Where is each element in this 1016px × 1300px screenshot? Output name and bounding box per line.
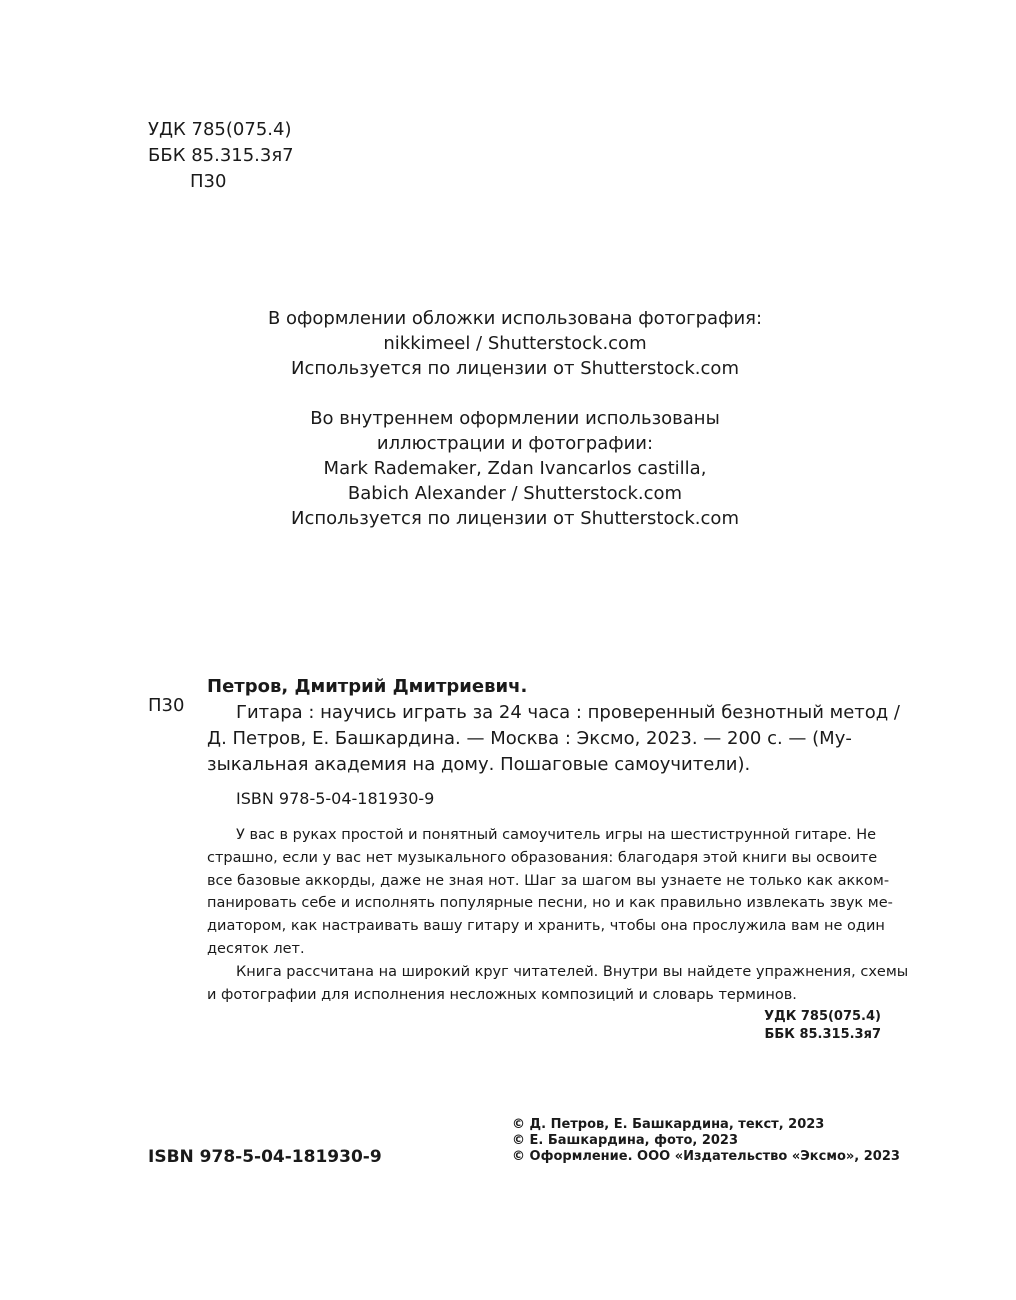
author-mark: П30: [190, 171, 227, 192]
classification-codes-top: [148, 117, 294, 195]
credit-line: иллюстрации и фотографии:: [376, 433, 654, 454]
annotation-line: диатором, как настраивать вашу гитару и хранить, чтобы она прослужила вам не один: [207, 918, 885, 935]
record-author: Петров, Дмитрий Дмитриевич.: [207, 676, 528, 697]
credit-line: nikkimeel / Shutterstock.com: [383, 333, 647, 354]
credit-line: Используется по лицензии от Shutterstock.com: [291, 358, 739, 379]
annotation-line: панировать себе и исполнять популярные песни, но и как правильно извлекать звук ме-: [207, 895, 893, 912]
title-line: зыкальная академия на дому. Пошаговые самоучители).: [207, 754, 751, 775]
interior-credits: [0, 406, 1016, 531]
cover-credits: [0, 306, 1016, 381]
footer-isbn: ISBN 978-5-04-181930-9: [148, 1147, 382, 1167]
annotation-line: страшно, если у вас нет музыкального образования: благодаря этой книги вы освоите: [207, 849, 878, 866]
annotation: [207, 824, 909, 1006]
annotation-line: Книга рассчитана на широкий круг читателей. Внутри вы найдете упражнения, схемы: [236, 963, 909, 980]
title-line: Гитара : научись играть за 24 часа : проверенный безнотный метод /: [236, 702, 900, 723]
annotation-line: десяток лет.: [207, 940, 305, 957]
udk-code: УДК 785(075.4): [148, 119, 292, 140]
udk-code: УДК 785(075.4): [764, 1009, 881, 1024]
title-line: Д. Петров, Е. Башкардина. — Москва : Эксмо, 2023. — 200 с. — (Му-: [207, 728, 852, 749]
credit-line: Babich Alexander / Shutterstock.com: [347, 483, 683, 504]
copyright-line: © Е. Башкардина, фото, 2023: [512, 1133, 739, 1148]
credit-line: Mark Rademaker, Zdan Ivancarlos castilla,: [323, 458, 707, 479]
record-author-mark: П30: [148, 695, 185, 716]
credit-line: В оформлении обложки использована фотография:: [267, 308, 763, 329]
classification-codes-bottom: [764, 1008, 881, 1044]
annotation-line: и фотографии для исполнения несложных композиций и словарь терминов.: [207, 986, 797, 1003]
copyright-block: [512, 1117, 900, 1165]
annotation-line: все базовые аккорды, даже не зная нот. Шаг за шагом вы узнаете не только как акком-: [207, 872, 890, 889]
copyright-line: © Д. Петров, Е. Башкардина, текст, 2023: [512, 1117, 825, 1132]
copyright-line: © Оформление. ООО «Издательство «Эксмо», 2023: [512, 1149, 900, 1164]
bbk-code: ББК 85.315.3я7: [764, 1027, 881, 1042]
annotation-line: У вас в руках простой и понятный самоучитель игры на шестиструнной гитаре. Не: [236, 827, 877, 843]
record-title: [207, 700, 900, 778]
credit-line: Используется по лицензии от Shutterstock.com: [291, 508, 739, 529]
credit-line: Во внутреннем оформлении использованы: [310, 408, 720, 429]
bbk-code: ББК 85.315.3я7: [148, 145, 294, 166]
record-isbn: ISBN 978-5-04-181930-9: [236, 789, 435, 808]
